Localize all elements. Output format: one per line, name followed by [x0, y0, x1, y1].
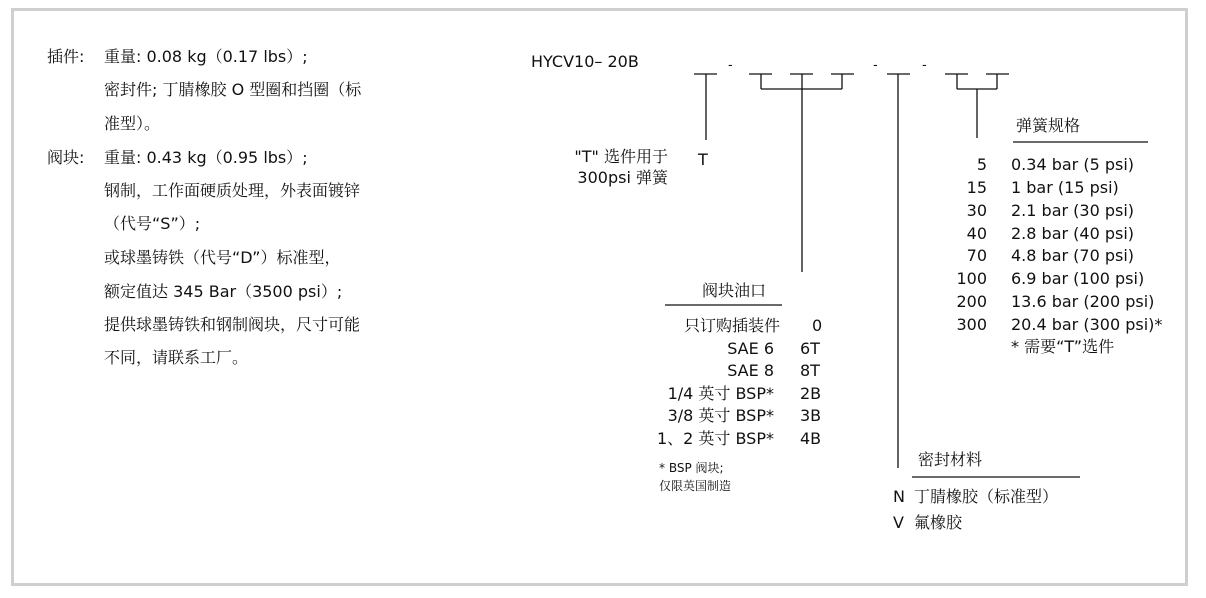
note-line: 密封件; 丁腈橡胶 O 型圈和挡圈（标 — [104, 80, 362, 99]
spring-code: 100 — [956, 269, 987, 288]
port-desc: 1/4 英寸 BSP* — [667, 384, 774, 403]
spring-code: 5 — [976, 155, 987, 174]
spring-desc: 20.4 bar (300 psi)* — [1011, 315, 1163, 334]
seal-code: N — [893, 487, 905, 506]
t-option-code: T — [698, 150, 708, 169]
port-note: * BSP 阀块; — [659, 461, 724, 475]
note-line: 提供球墨铸铁和钢制阀块，尺寸可能 — [104, 315, 361, 334]
spring-note: * 需要“T”选件 — [1011, 337, 1115, 356]
note-line: 额定值达 345 Bar（3500 psi）; — [104, 282, 343, 301]
port-desc: SAE 6 — [727, 339, 774, 358]
seal-section-title: 密封材料 — [918, 450, 983, 469]
seal-desc: 丁腈橡胶（标准型） — [914, 487, 1059, 506]
note-line: 或球墨铸铁（代号“D”）标准型， — [104, 248, 341, 267]
model-code: HYCV10– 20B — [531, 52, 639, 71]
port-code: 4B — [800, 429, 822, 448]
spring-desc: 2.8 bar (40 psi) — [1011, 224, 1135, 243]
note-label: 阀块: — [47, 148, 85, 167]
note-line: 重量: 0.08 kg（0.17 lbs）; — [104, 47, 308, 66]
port-code: 3B — [800, 406, 822, 425]
spring-code: 200 — [956, 292, 987, 311]
note-line: 重量: 0.43 kg（0.95 lbs）; — [104, 148, 308, 167]
spring-code: 40 — [966, 224, 987, 243]
spring-desc: 1 bar (15 psi) — [1011, 178, 1119, 197]
port-note: 仅限英国制造 — [659, 479, 732, 493]
dash-separator: - — [873, 58, 878, 73]
spring-desc: 13.6 bar (200 psi) — [1011, 292, 1155, 311]
seal-desc: 氟橡胶 — [914, 513, 963, 532]
port-code: 2B — [800, 384, 822, 403]
spring-code: 70 — [966, 246, 987, 265]
spring-code: 30 — [966, 201, 987, 220]
note-label: 插件: — [47, 47, 85, 66]
t-option-desc: "T" 选件用于 — [574, 147, 668, 166]
note-line: （代号“S”）; — [104, 214, 201, 233]
spring-code: 15 — [966, 178, 987, 197]
note-line: 准型）。 — [104, 114, 161, 133]
port-desc: 只订购插装件 — [683, 316, 780, 335]
t-option-desc: 300psi 弹簧 — [577, 168, 668, 187]
seal-code: V — [893, 513, 904, 532]
spring-section-title: 弹簧规格 — [1016, 116, 1081, 135]
dash-separator: - — [922, 58, 927, 73]
spring-desc: 6.9 bar (100 psi) — [1011, 269, 1145, 288]
port-desc: SAE 8 — [727, 361, 774, 380]
port-code: 8T — [800, 361, 820, 380]
port-desc: 1、2 英寸 BSP* — [656, 429, 774, 448]
spring-desc: 4.8 bar (70 psi) — [1011, 246, 1135, 265]
port-section-title: 阀块油口 — [702, 281, 767, 300]
port-desc: 3/8 英寸 BSP* — [667, 406, 774, 425]
spring-desc: 0.34 bar (5 psi) — [1011, 155, 1135, 174]
note-line: 不同，请联系工厂。 — [104, 348, 249, 367]
port-code: 6T — [800, 339, 820, 358]
port-code: 0 — [812, 316, 823, 335]
spring-code: 300 — [956, 315, 987, 334]
dash-separator: - — [728, 58, 733, 73]
spring-desc: 2.1 bar (30 psi) — [1011, 201, 1135, 220]
note-line: 钢制，工作面硬质处理，外表面镀锌 — [104, 181, 361, 200]
